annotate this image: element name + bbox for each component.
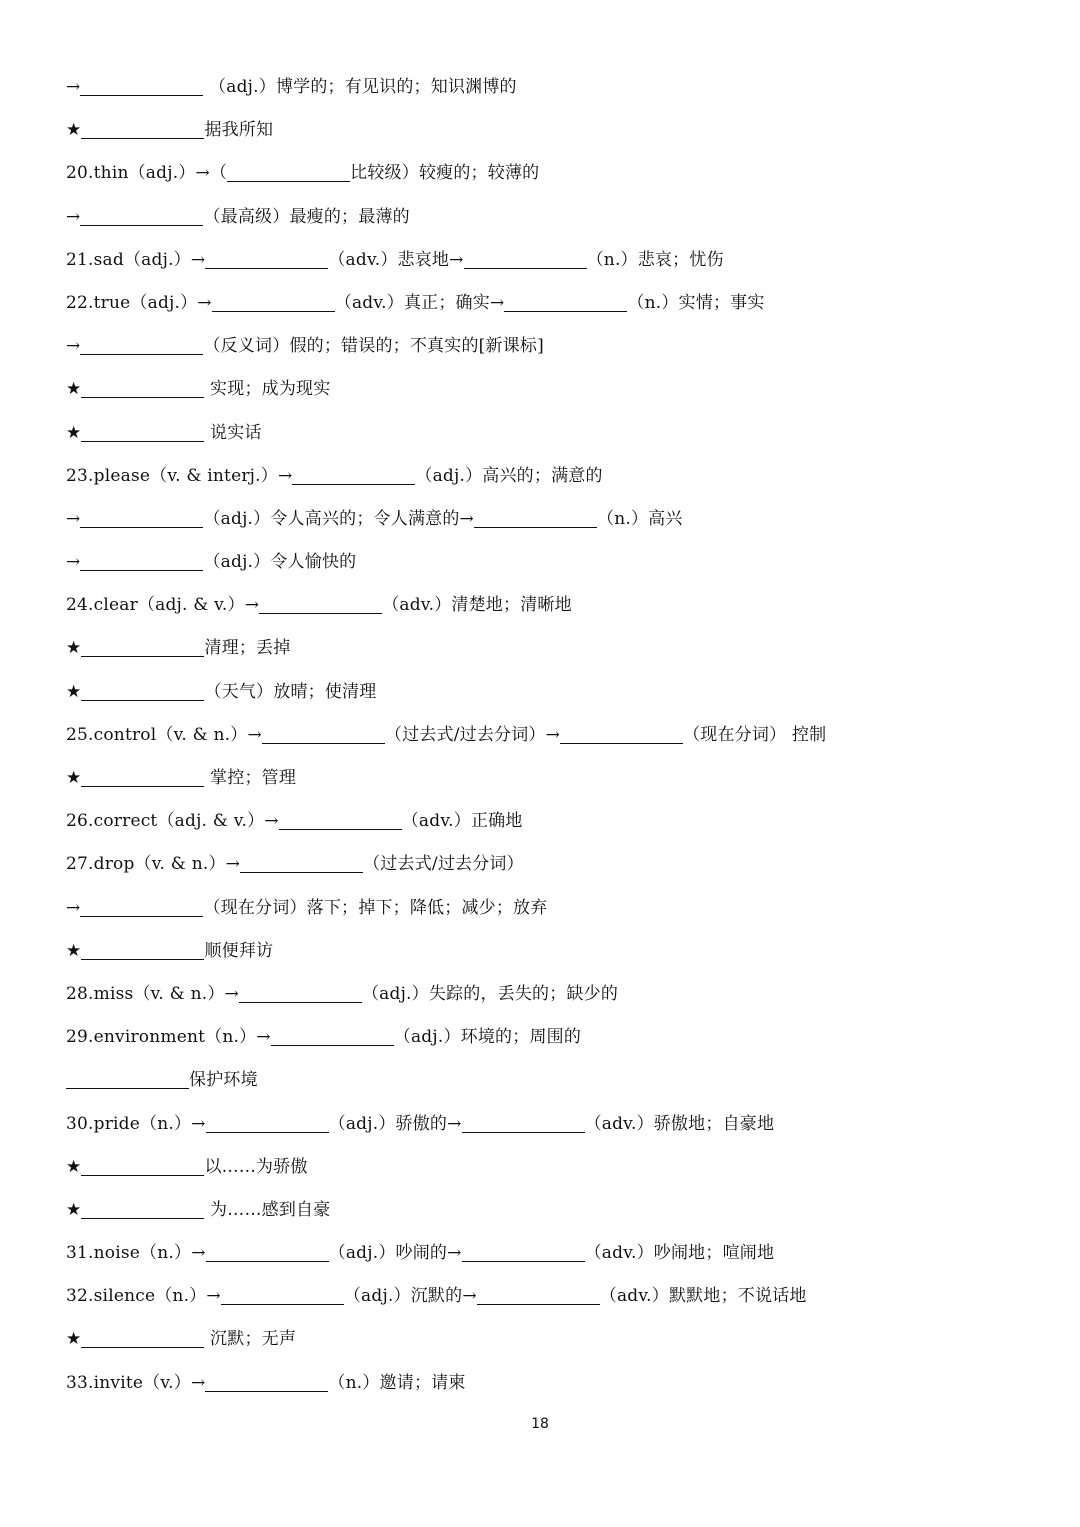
exercise-line	[66, 973, 1026, 1016]
exercise-line	[66, 1232, 1026, 1275]
line-text: ★	[66, 120, 82, 141]
line-text: 为……感到自豪	[204, 1199, 331, 1220]
answer-blank[interactable]	[262, 742, 385, 744]
line-text: （adv.）吵闹地；喧闹地	[584, 1243, 775, 1264]
answer-blank[interactable]	[206, 1131, 329, 1133]
line-text: 33.invite（v.）→	[66, 1372, 206, 1393]
worksheet-page	[66, 66, 1026, 1405]
exercise-line	[66, 1016, 1026, 1059]
line-text: 31.noise（n.）→	[66, 1243, 206, 1264]
line-text: ★	[66, 1329, 82, 1350]
line-text: →	[66, 552, 81, 573]
answer-blank[interactable]	[205, 1390, 328, 1392]
line-text: 26.correct（adj. & v.）→	[66, 811, 279, 832]
line-text: （adv.）骄傲地；自豪地	[584, 1113, 775, 1134]
answer-blank[interactable]	[81, 440, 204, 442]
answer-blank[interactable]	[464, 267, 587, 269]
line-text: （现在分词） 控制	[683, 724, 827, 745]
line-text: （天气）放晴；使清理	[204, 681, 377, 702]
exercise-line	[66, 1189, 1026, 1232]
line-text: 23.please（v. & interj.）→	[66, 465, 293, 486]
line-text: 32.silence（n.）→	[66, 1286, 221, 1307]
line-text: →	[66, 508, 81, 529]
answer-blank[interactable]	[292, 483, 415, 485]
line-text: ★	[66, 422, 82, 443]
answer-blank[interactable]	[240, 871, 363, 873]
answer-blank[interactable]	[474, 526, 597, 528]
line-text: 掌控；管理	[204, 768, 297, 788]
line-text: ★	[66, 940, 82, 961]
answer-blank[interactable]	[80, 569, 203, 571]
exercise-line	[66, 843, 1026, 886]
answer-blank[interactable]	[462, 1260, 585, 1262]
exercise-line	[66, 109, 1026, 152]
line-text: ★	[66, 681, 82, 702]
line-text: （adj.）失踪的，丢失的；缺少的	[361, 983, 619, 1004]
answer-blank[interactable]	[80, 526, 203, 528]
line-text: ★	[66, 1156, 82, 1177]
answer-blank[interactable]	[80, 915, 203, 917]
answer-blank[interactable]	[279, 828, 402, 830]
line-text: （n.）悲哀；忧伤	[586, 249, 724, 270]
line-text: （过去式/过去分词）→	[384, 724, 561, 745]
line-text: （adj.）吵闹的→	[328, 1243, 462, 1264]
line-text: ★	[66, 379, 82, 400]
line-text: →	[66, 206, 81, 227]
line-text: 顺便拜访	[204, 940, 274, 961]
line-text: （adj.）环境的；周围的	[393, 1027, 582, 1048]
line-text: 实现；成为现实	[204, 379, 331, 400]
line-text: 27.drop（v. & n.）→	[66, 854, 241, 875]
exercise-line	[66, 152, 1026, 195]
exercise-line	[66, 1318, 1026, 1361]
answer-blank[interactable]	[81, 958, 204, 960]
line-text: （adv.）真正；确实→	[334, 292, 505, 313]
line-text: →	[66, 77, 81, 97]
exercise-line	[66, 671, 1026, 714]
exercise-line	[66, 930, 1026, 973]
line-text: （adj.）骄傲的→	[328, 1113, 462, 1134]
exercise-line	[66, 1362, 1026, 1405]
exercise-line	[66, 66, 1026, 109]
line-text: 保护环境	[189, 1070, 258, 1091]
line-text: （n.）实情；事实	[627, 292, 765, 313]
answer-blank[interactable]	[66, 1087, 189, 1089]
answer-blank[interactable]	[462, 1131, 585, 1133]
line-text: 沉默；无声	[204, 1329, 297, 1350]
exercise-line	[66, 455, 1026, 498]
answer-blank[interactable]	[477, 1303, 600, 1305]
exercise-line	[66, 1103, 1026, 1146]
exercise-line	[66, 282, 1026, 325]
line-text: （现在分词）落下；掉下；降低；减少；放弃	[203, 897, 548, 918]
answer-blank[interactable]	[271, 1044, 394, 1046]
line-text: 比较级）较瘦的；较薄的	[350, 163, 540, 184]
answer-blank[interactable]	[81, 1217, 204, 1219]
exercise-line	[66, 1146, 1026, 1189]
answer-blank[interactable]	[205, 267, 328, 269]
line-text: 以……为骄傲	[204, 1156, 308, 1177]
exercise-line	[66, 498, 1026, 541]
exercise-line	[66, 627, 1026, 670]
line-text: （n.）邀请；请柬	[328, 1372, 466, 1393]
line-text: →	[66, 336, 81, 357]
answer-blank[interactable]	[259, 612, 382, 614]
exercise-line	[66, 757, 1026, 800]
answer-blank[interactable]	[81, 699, 204, 701]
answer-blank[interactable]	[560, 742, 683, 744]
answer-blank[interactable]	[81, 396, 204, 398]
exercise-line	[66, 1059, 1026, 1102]
line-text: （adv.）默默地；不说话地	[599, 1286, 807, 1307]
answer-blank[interactable]	[81, 1346, 204, 1348]
answer-blank[interactable]	[81, 137, 204, 139]
line-text: 清理；丢掉	[204, 638, 291, 659]
line-text: （adj.）博学的；有见识的；知识渊博的	[203, 77, 517, 97]
exercise-line	[66, 584, 1026, 627]
line-text: （adv.）正确地	[401, 811, 523, 832]
answer-blank[interactable]	[212, 310, 335, 312]
line-text: 29.environment（n.）→	[66, 1027, 271, 1048]
page-number: 18	[531, 1416, 549, 1432]
line-text: （n.）高兴	[597, 508, 683, 529]
line-text: 21.sad（adj.）→	[66, 249, 206, 270]
exercise-line	[66, 239, 1026, 282]
answer-blank[interactable]	[81, 1174, 204, 1176]
exercise-line	[66, 541, 1026, 584]
line-text: →	[66, 897, 81, 918]
line-text: 24.clear（adj. & v.）→	[66, 595, 260, 616]
exercise-line	[66, 887, 1026, 930]
line-text: 说实话	[204, 422, 262, 443]
line-text: 20.thin（adj.）→（	[66, 163, 228, 184]
line-text: （过去式/过去分词）	[363, 854, 524, 875]
line-text: （adj.）令人高兴的；令人满意的→	[203, 508, 474, 529]
answer-blank[interactable]	[80, 94, 203, 96]
line-text: 30.pride（n.）→	[66, 1113, 206, 1134]
line-text: ★	[66, 1199, 82, 1220]
exercise-line	[66, 1275, 1026, 1318]
line-text: （adj.）高兴的；满意的	[415, 465, 603, 486]
exercise-line	[66, 196, 1026, 239]
line-text: 28.miss（v. & n.）→	[66, 983, 239, 1004]
line-text: （adj.）令人愉快的	[203, 552, 357, 573]
line-text: 据我所知	[204, 120, 274, 141]
line-text: ★	[66, 768, 82, 788]
answer-blank[interactable]	[206, 1260, 329, 1262]
line-text: （adv.）清楚地；清晰地	[382, 595, 572, 616]
line-text: （adv.）悲哀地→	[328, 249, 464, 270]
answer-blank[interactable]	[80, 224, 203, 226]
exercise-line	[66, 714, 1026, 757]
line-text: （adj.）沉默的→	[343, 1286, 477, 1307]
answer-blank[interactable]	[239, 1001, 362, 1003]
line-text: 25.control（v. & n.）→	[66, 724, 262, 745]
answer-blank[interactable]	[227, 180, 350, 182]
line-text: （最高级）最瘦的；最薄的	[203, 206, 410, 227]
answer-blank[interactable]	[80, 353, 203, 355]
line-text: ★	[66, 638, 82, 659]
answer-blank[interactable]	[81, 785, 204, 787]
answer-blank[interactable]	[81, 655, 204, 657]
exercise-line	[66, 800, 1026, 843]
answer-blank[interactable]	[221, 1303, 344, 1305]
exercise-line	[66, 325, 1026, 368]
exercise-line	[66, 412, 1026, 455]
line-text: 22.true（adj.）→	[66, 292, 212, 313]
line-text: （反义词）假的；错误的；不真实的[新课标]	[203, 336, 544, 357]
exercise-line	[66, 368, 1026, 411]
answer-blank[interactable]	[504, 310, 627, 312]
